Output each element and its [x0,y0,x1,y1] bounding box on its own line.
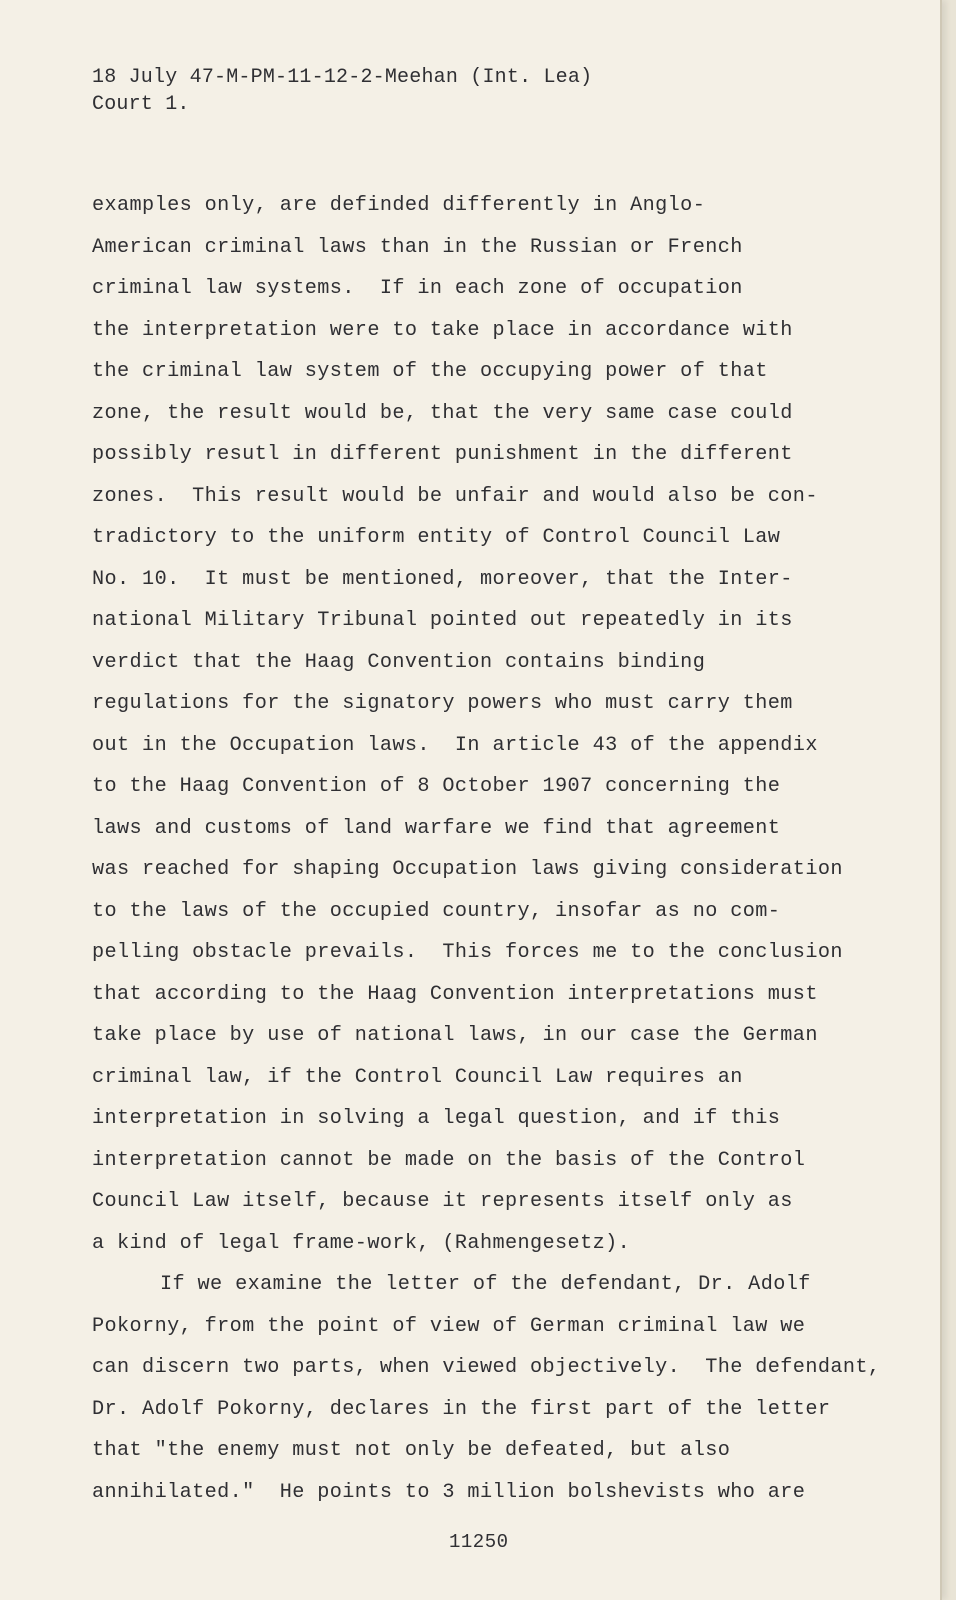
body-line: can discern two parts, when viewed objectively. The defendant, [92,1356,881,1379]
body-line: If we examine the letter of the defendant, Dr. Adolf [160,1273,811,1296]
body-line: to the Haag Convention of 8 October 1907 concerning the [92,775,781,798]
body-line: a kind of legal frame-work, (Rahmengesetz). [92,1231,631,1255]
transcript-body [92,185,881,1513]
body-line: national Military Tribunal pointed out repeatedly in its [92,609,793,632]
body-line: Pokorny, from the point of view of German criminal law we [92,1314,806,1338]
body-line: out in the Occupation laws. In article 43 of the appendix [92,733,818,757]
body-line: No. 10. It must be mentioned, moreover, that the Inter- [92,567,793,591]
header-date-line: 18 July 47-M-PM-11-12-2-Meehan (Int. Lea) [92,66,593,89]
body-line: to the laws of the occupied country, insofar as no com- [92,899,781,923]
body-line: that "the enemy must not only be defeated, but also [92,1439,731,1462]
body-line: laws and customs of land warfare we find that agreement [92,816,781,840]
body-line: the criminal law system of the occupying power of that [92,360,768,383]
body-line: Council Law itself, because it represents itself only as [92,1190,793,1213]
body-line: criminal law, if the Control Council Law requires an [92,1065,743,1089]
body-line: tradictory to the uniform entity of Control Council Law [92,526,781,549]
header-court-line: Court 1. [92,93,190,116]
page-number: 11250 [449,1531,509,1553]
body-line: Dr. Adolf Pokorny, declares in the first part of the letter [92,1397,831,1421]
body-line: annihilated." He points to 3 million bolshevists who are [92,1480,806,1504]
body-line: American criminal laws than in the Russian or French [92,235,743,259]
body-line: interpretation cannot be made on the basis of the Control [92,1148,806,1172]
body-line: possibly resutl in different punishment in the different [92,443,793,466]
body-line: examples only, are definded differently in Anglo- [92,194,706,217]
body-line: interpretation in solving a legal question, and if this [92,1107,781,1130]
body-line: pelling obstacle prevails. This forces me to the conclusion [92,941,843,964]
body-line: zones. This result would be unfair and would also be con- [92,484,818,508]
transcript-header [92,64,592,118]
body-line: take place by use of national laws, in our case the German [92,1024,818,1047]
body-line: the interpretation were to take place in accordance with [92,318,793,342]
body-line: verdict that the Haag Convention contains binding [92,650,706,674]
body-line: criminal law systems. If in each zone of occupation [92,277,743,300]
body-line: regulations for the signatory powers who must carry them [92,692,793,715]
body-line: zone, the result would be, that the very same case could [92,401,793,425]
body-line: was reached for shaping Occupation laws giving consideration [92,858,843,881]
body-line: that according to the Haag Convention interpretations must [92,982,818,1006]
